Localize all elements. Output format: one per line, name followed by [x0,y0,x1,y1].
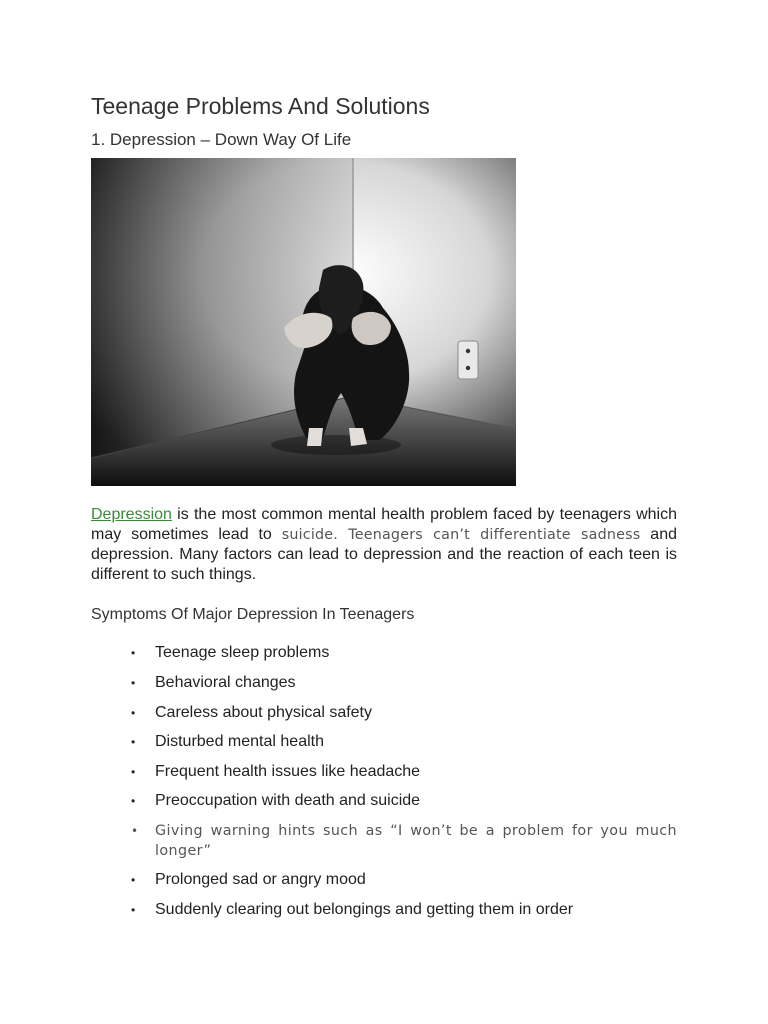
list-item: • Teenage sleep problems [131,644,330,661]
list-item: • Careless about physical safety [131,704,372,721]
paragraph-text-light: suicide. Teenagers can’t differentiate sadness [281,527,641,543]
bullet-icon: • [131,903,136,917]
bullet-icon: • [131,676,136,690]
list-item: • Prolonged sad or angry mood [131,871,366,888]
list-item: • Behavioral changes [131,674,296,691]
bullet-icon: • [131,794,136,808]
list-item: • Suddenly clearing out belongings and getting them in order [131,901,574,918]
bullet-icon: • [131,706,136,720]
depression-photo [91,158,516,486]
symptoms-list [128,643,677,920]
page-title: Teenage Problems And Solutions [91,93,430,119]
section-heading: 1. Depression – Down Way Of Life [91,130,352,149]
depression-link[interactable]: Depression [91,506,172,523]
list-item: • Giving warning hints such as “I won’t be a problem for you much longer” [131,823,677,859]
bullet-icon: • [131,646,136,660]
list-item: • Disturbed mental health [131,733,324,750]
bullet-icon: • [131,765,136,779]
intro-paragraph [91,505,677,585]
bullet-icon: • [131,824,139,838]
paragraph-text-2: and depression. Many factors can lead to depression and the reaction of each teen is different to such things. [91,526,677,583]
bullet-icon: • [131,735,136,749]
bullet-icon: • [131,873,136,887]
symptoms-heading: Symptoms Of Major Depression In Teenagers [91,606,415,623]
list-item: • Preoccupation with death and suicide [131,792,421,809]
paragraph-text-1: is the most common mental health problem faced by teenagers which may sometimes lead to [91,506,677,543]
list-item: • Frequent health issues like headache [131,763,421,780]
